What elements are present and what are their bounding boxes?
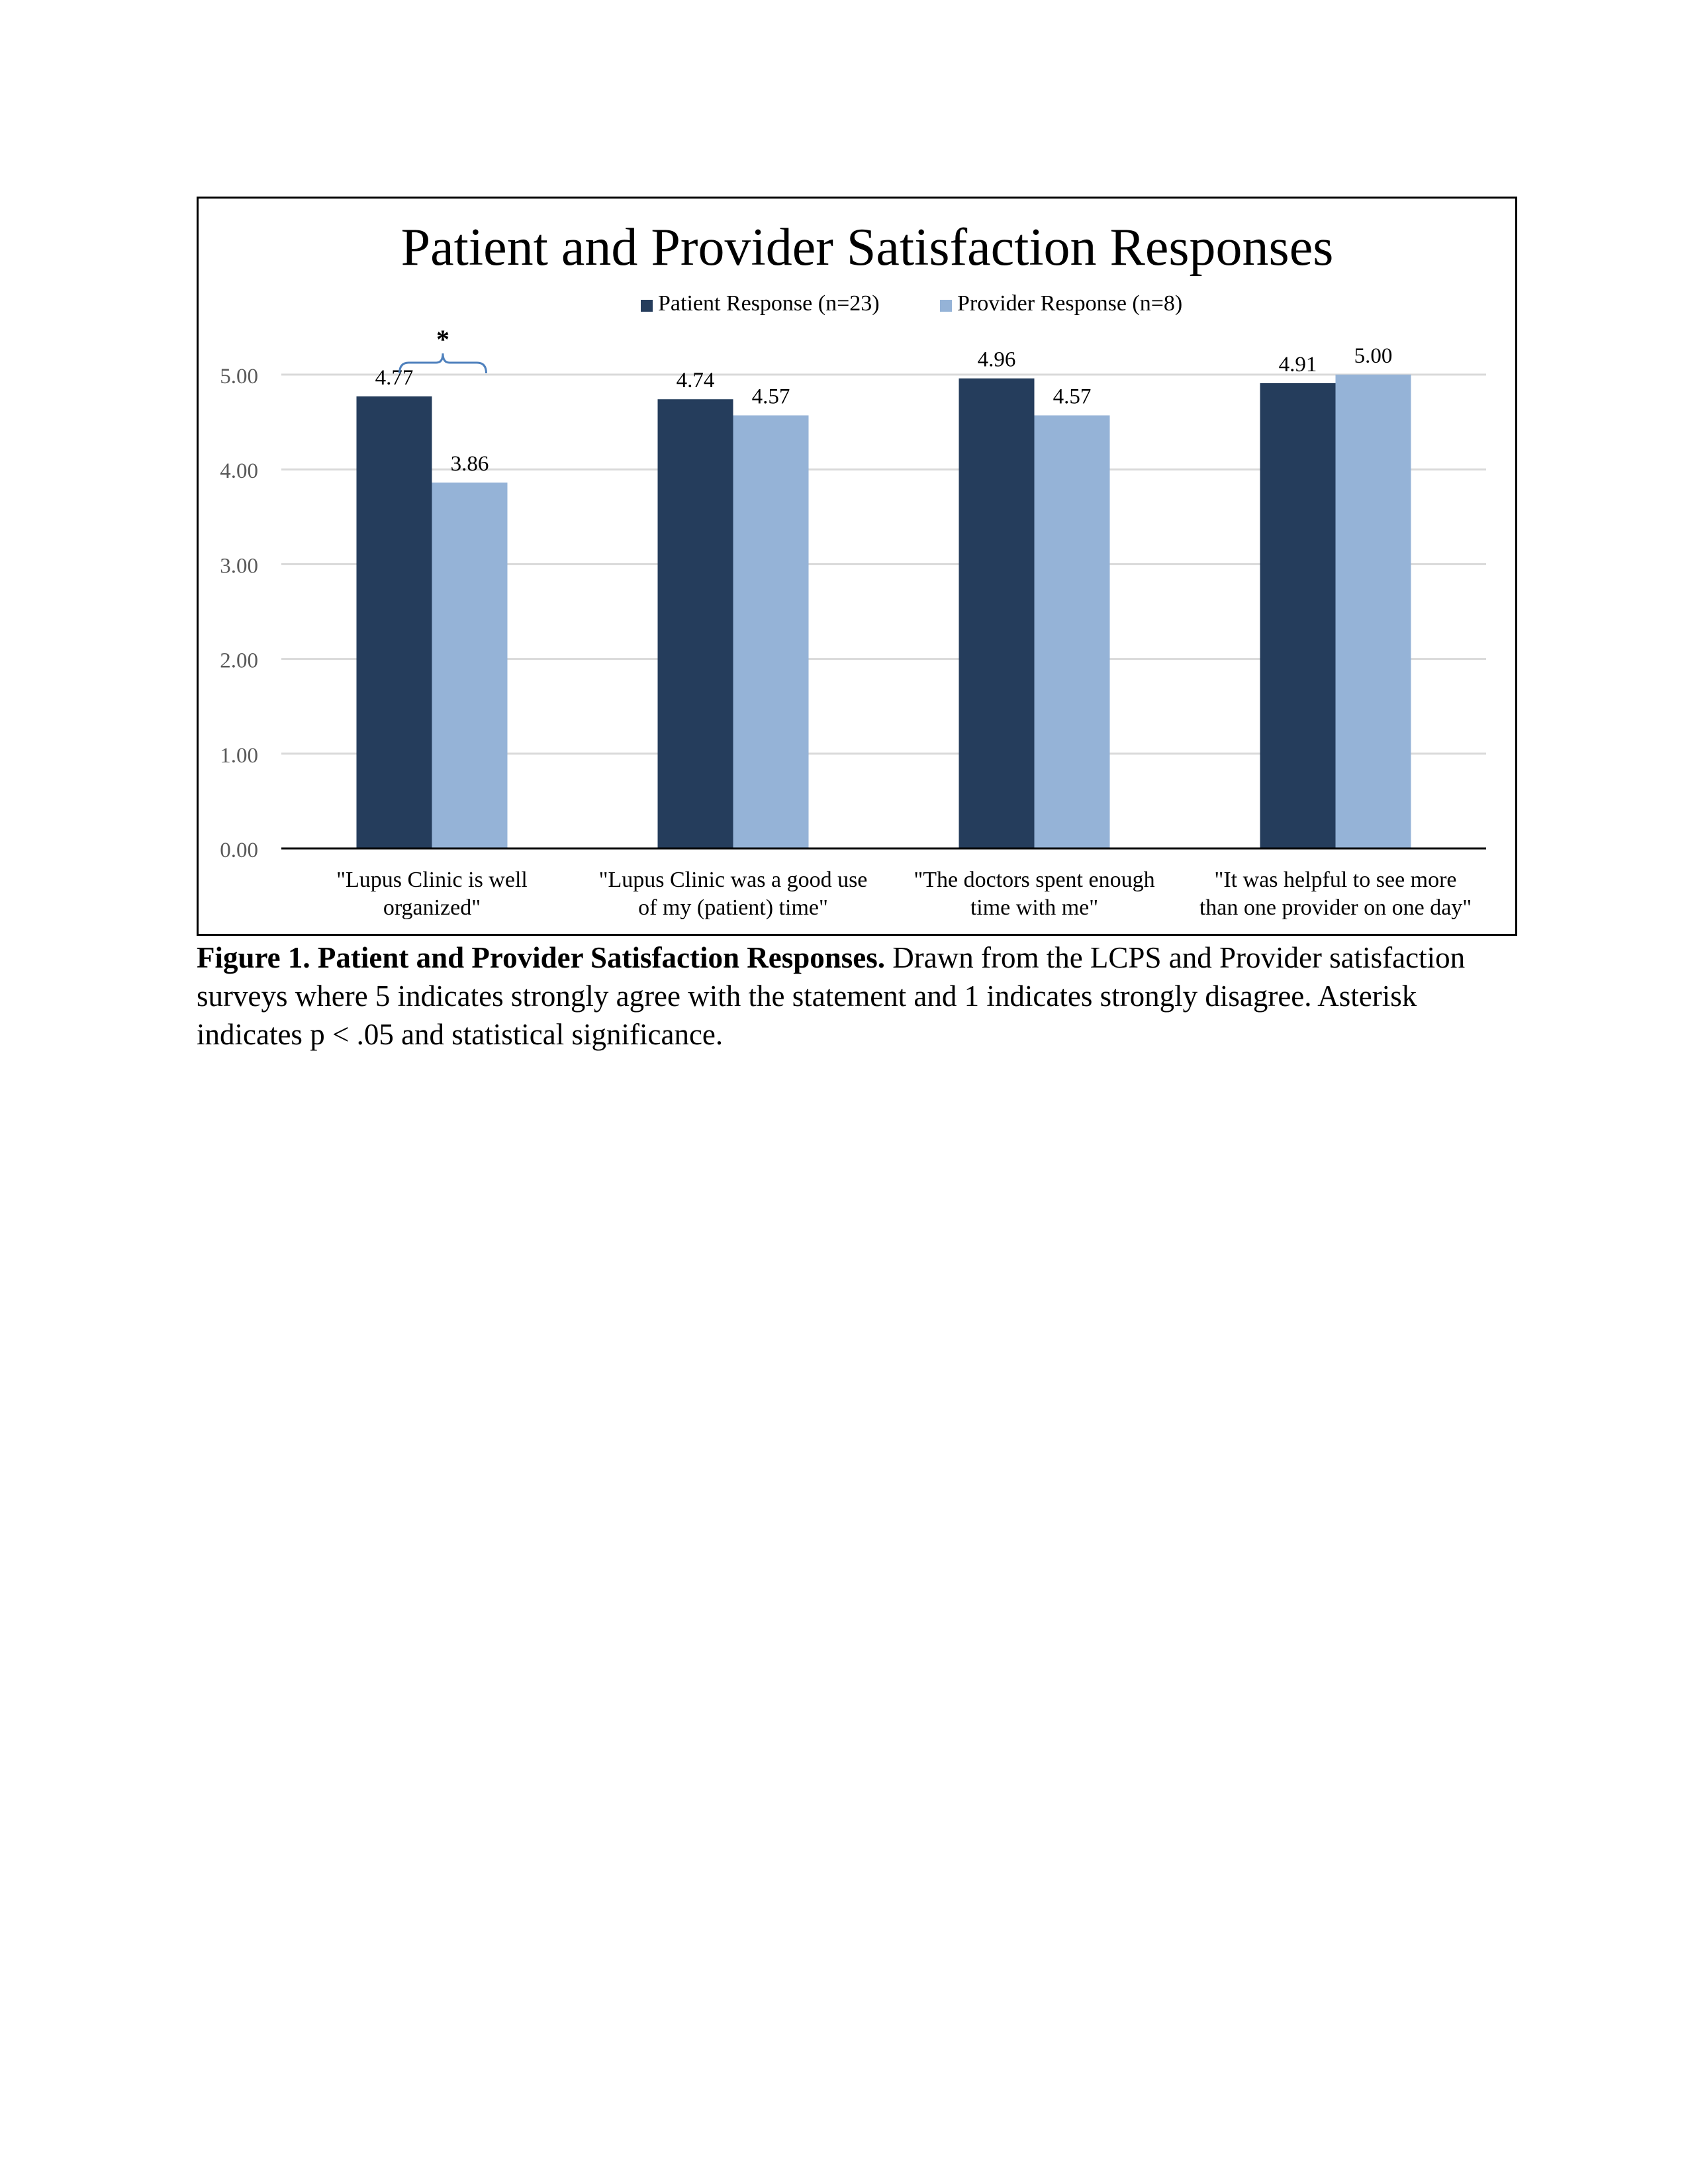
bar-chart (199, 199, 1519, 938)
data-label: 4.57 (1053, 385, 1092, 409)
x-tick-label: "The doctors spent enough (914, 868, 1155, 892)
bar (432, 482, 508, 848)
data-labels (375, 344, 1393, 476)
chart-title: Patient and Provider Satisfaction Responses (400, 218, 1334, 277)
bars (357, 375, 1411, 848)
legend-label: Provider Response (n=8) (957, 291, 1183, 316)
figure-caption (197, 938, 1521, 1054)
y-tick-label: 5.00 (220, 365, 258, 388)
data-label: 4.77 (375, 365, 414, 390)
data-label: 4.96 (977, 347, 1016, 372)
bar (733, 416, 809, 848)
bar (1035, 416, 1110, 848)
data-label: 4.57 (751, 385, 790, 409)
y-axis-ticks (220, 365, 258, 862)
bar (1336, 375, 1411, 848)
legend (641, 291, 1182, 316)
y-tick-label: 1.00 (220, 743, 258, 768)
data-label: 4.91 (1278, 352, 1317, 377)
significance-asterisk: * (436, 324, 449, 354)
legend-swatch (940, 300, 952, 312)
y-tick-label: 3.00 (220, 554, 258, 578)
data-label: 5.00 (1354, 344, 1393, 368)
bar (658, 399, 733, 848)
caption-text: Drawn from the LCPS and Provider satisfaction surveys where 5 indicates strongly agree with the statement and 1 indicates strongly disagree. Asterisk indicates p < .05 and statistical significance. (197, 941, 1466, 1051)
bar (357, 396, 432, 848)
caption-label: Figure 1. Patient and Provider Satisfaction Responses. (197, 941, 886, 974)
data-label: 3.86 (450, 452, 489, 477)
y-tick-label: 2.00 (220, 649, 258, 673)
x-tick-label: organized" (383, 895, 481, 920)
x-tick-label: of my (patient) time" (638, 895, 828, 920)
bar (1260, 383, 1336, 848)
y-tick-label: 0.00 (220, 839, 258, 862)
x-tick-label: "Lupus Clinic was a good use (598, 868, 868, 892)
x-tick-label: "It was helpful to see more (1214, 868, 1457, 892)
x-tick-label: time with me" (970, 895, 1099, 920)
bar (959, 379, 1035, 848)
x-tick-label: than one provider on one day" (1199, 895, 1472, 920)
legend-swatch (641, 300, 653, 312)
y-tick-label: 4.00 (220, 459, 258, 484)
x-axis-labels (336, 868, 1472, 920)
chart-frame (197, 197, 1517, 936)
x-tick-label: "Lupus Clinic is well (336, 868, 528, 892)
data-label: 4.74 (676, 369, 715, 393)
legend-label: Patient Response (n=23) (658, 291, 880, 316)
